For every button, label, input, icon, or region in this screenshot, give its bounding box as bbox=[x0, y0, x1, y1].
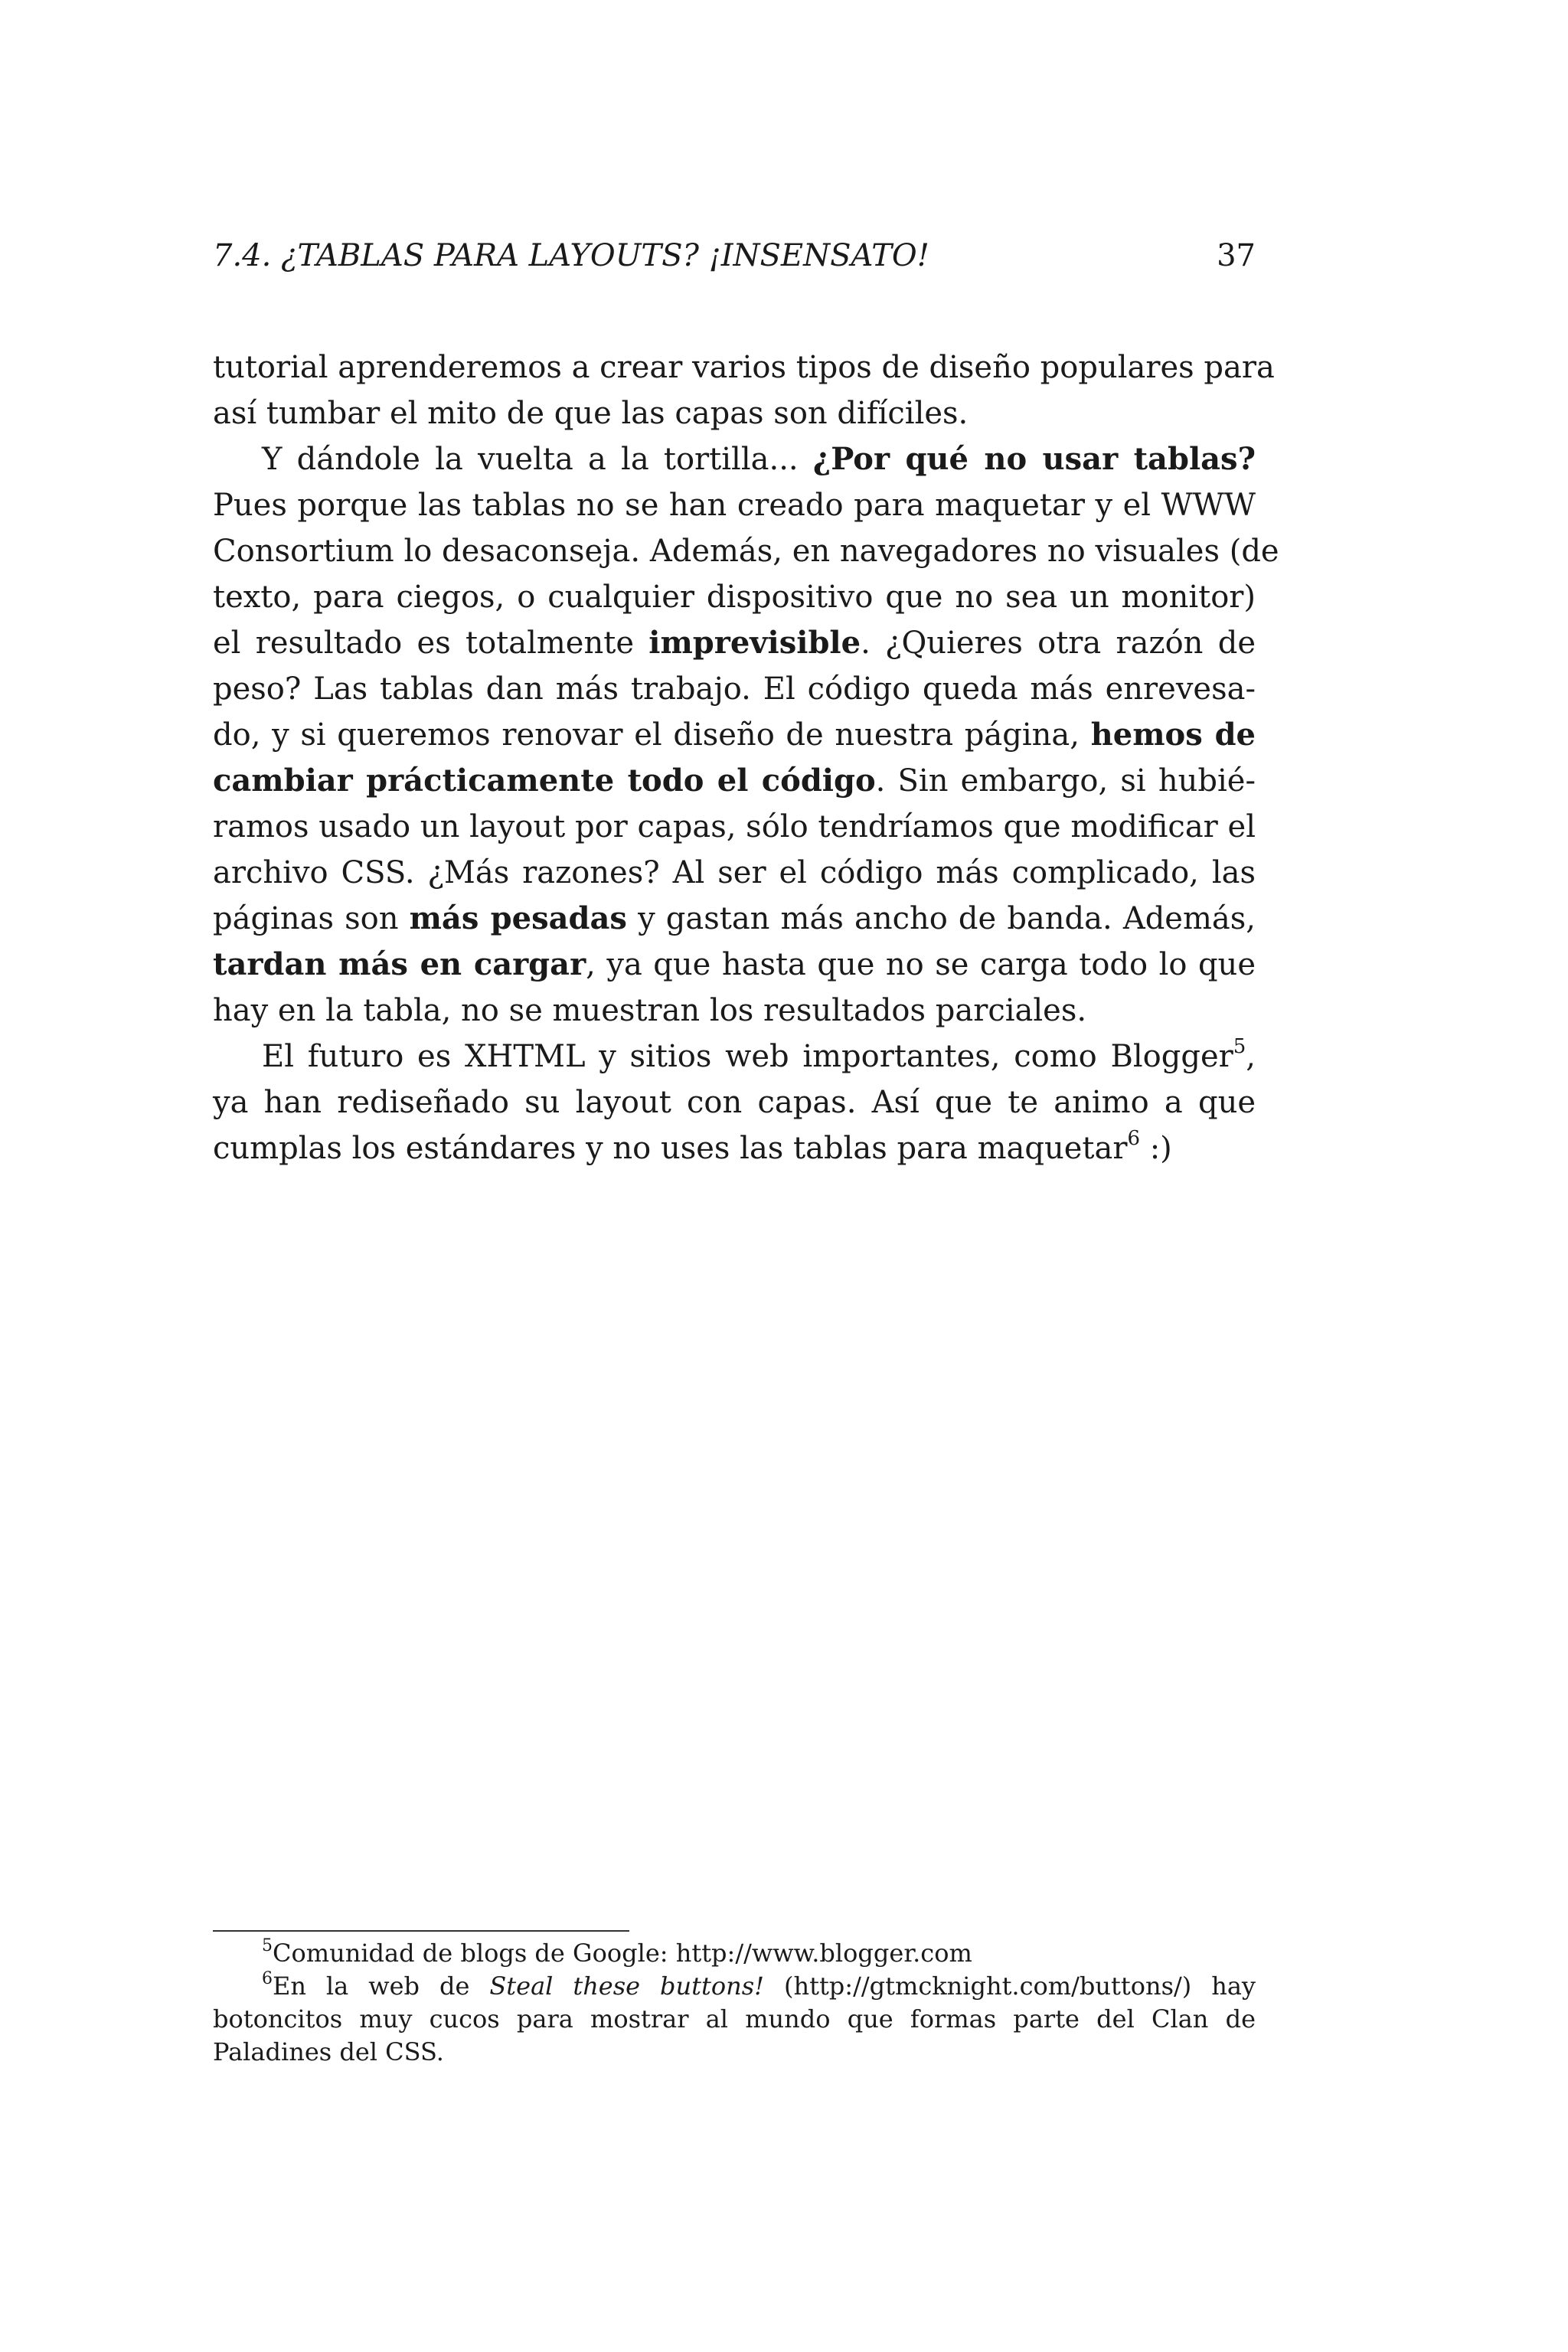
body-line: do, y si queremos renovar el diseño de nuestra página, hemos de bbox=[213, 717, 1256, 753]
body-line: Consortium lo desaconseja. Además, en navegadores no visuales (de bbox=[213, 534, 1279, 569]
body-line: el resultado es totalmente imprevisible. ¿Quieres otra razón de bbox=[213, 625, 1256, 661]
footnote-6-line-3: Paladines del CSS. bbox=[213, 2037, 444, 2066]
body-text bbox=[213, 345, 1279, 1171]
body-line: tardan más en cargar, ya que hasta que no se carga todo lo que bbox=[213, 946, 1256, 982]
emphasis: ¿Por qué no usar tablas? bbox=[812, 441, 1256, 477]
body-line: cambiar prácticamente todo el código. Sin embargo, si hubié- bbox=[213, 763, 1256, 799]
body-line: ramos usado un layout por capas, sólo tendríamos que modificar el bbox=[213, 809, 1256, 844]
footnote-ref: 6 bbox=[1127, 1127, 1140, 1150]
body-line: así tumbar el mito de que las capas son difíciles. bbox=[213, 396, 969, 431]
body-line: Y dándole la vuelta a la tortilla... ¿Por qué no usar tablas? bbox=[262, 441, 1256, 477]
body-line: páginas son más pesadas y gastan más ancho de banda. Además, bbox=[213, 900, 1256, 936]
body-line: cumplas los estándares y no uses las tablas para maquetar$^6$ :) bbox=[213, 1127, 1172, 1166]
footnote-6-line-2: botoncitos muy cucos para mostrar al mundo que formas parte del Clan de bbox=[213, 2004, 1256, 2034]
footnote-rule bbox=[213, 1930, 629, 1932]
footnote-5: $^5$Comunidad de blogs de Google: http://www.blogger.com bbox=[262, 1936, 972, 1968]
footnote-title: Steal these buttons! bbox=[489, 1971, 765, 2001]
footnote-mark: 5 bbox=[262, 1936, 273, 1955]
footnote-ref: 5 bbox=[1233, 1035, 1246, 1058]
emphasis: más pesadas bbox=[409, 900, 627, 936]
emphasis: hemos de bbox=[1090, 717, 1256, 753]
footnote-6: $^6$En la web de Steal these buttons! (http://gtmcknight.com/buttons/) hay bbox=[262, 1969, 1256, 2001]
body-line: El futuro es XHTML y sitios web importantes, como Blogger$^5$, bbox=[262, 1035, 1256, 1074]
footnote-mark: 6 bbox=[262, 1969, 273, 1988]
body-line: peso? Las tablas dan más trabajo. El código queda más enrevesa- bbox=[213, 671, 1256, 707]
body-line: texto, para ciegos, o cualquier dispositivo que no sea un monitor) bbox=[213, 580, 1256, 615]
body-line: ya han rediseñado su layout con capas. Así que te animo a que bbox=[213, 1085, 1256, 1120]
footnotes bbox=[213, 1937, 1256, 2069]
body-line: tutorial aprenderemos a crear varios tipos de diseño populares para bbox=[213, 350, 1275, 385]
emphasis: tardan más en cargar bbox=[213, 946, 586, 982]
emphasis: cambiar prácticamente todo el código bbox=[213, 763, 876, 799]
running-head bbox=[213, 234, 1256, 277]
body-line: hay en la tabla, no se muestran los resultados parciales. bbox=[213, 993, 1087, 1028]
page-number: 37 bbox=[1217, 238, 1256, 273]
body-line: Pues porque las tablas no se han creado para maquetar y el WWW bbox=[213, 488, 1256, 523]
section-title: 7.4. ¿TABLAS PARA LAYOUTS? ¡INSENSATO! bbox=[213, 238, 929, 273]
body-line: archivo CSS. ¿Más razones? Al ser el código más complicado, las bbox=[213, 855, 1256, 890]
emphasis: imprevisible bbox=[648, 625, 861, 661]
